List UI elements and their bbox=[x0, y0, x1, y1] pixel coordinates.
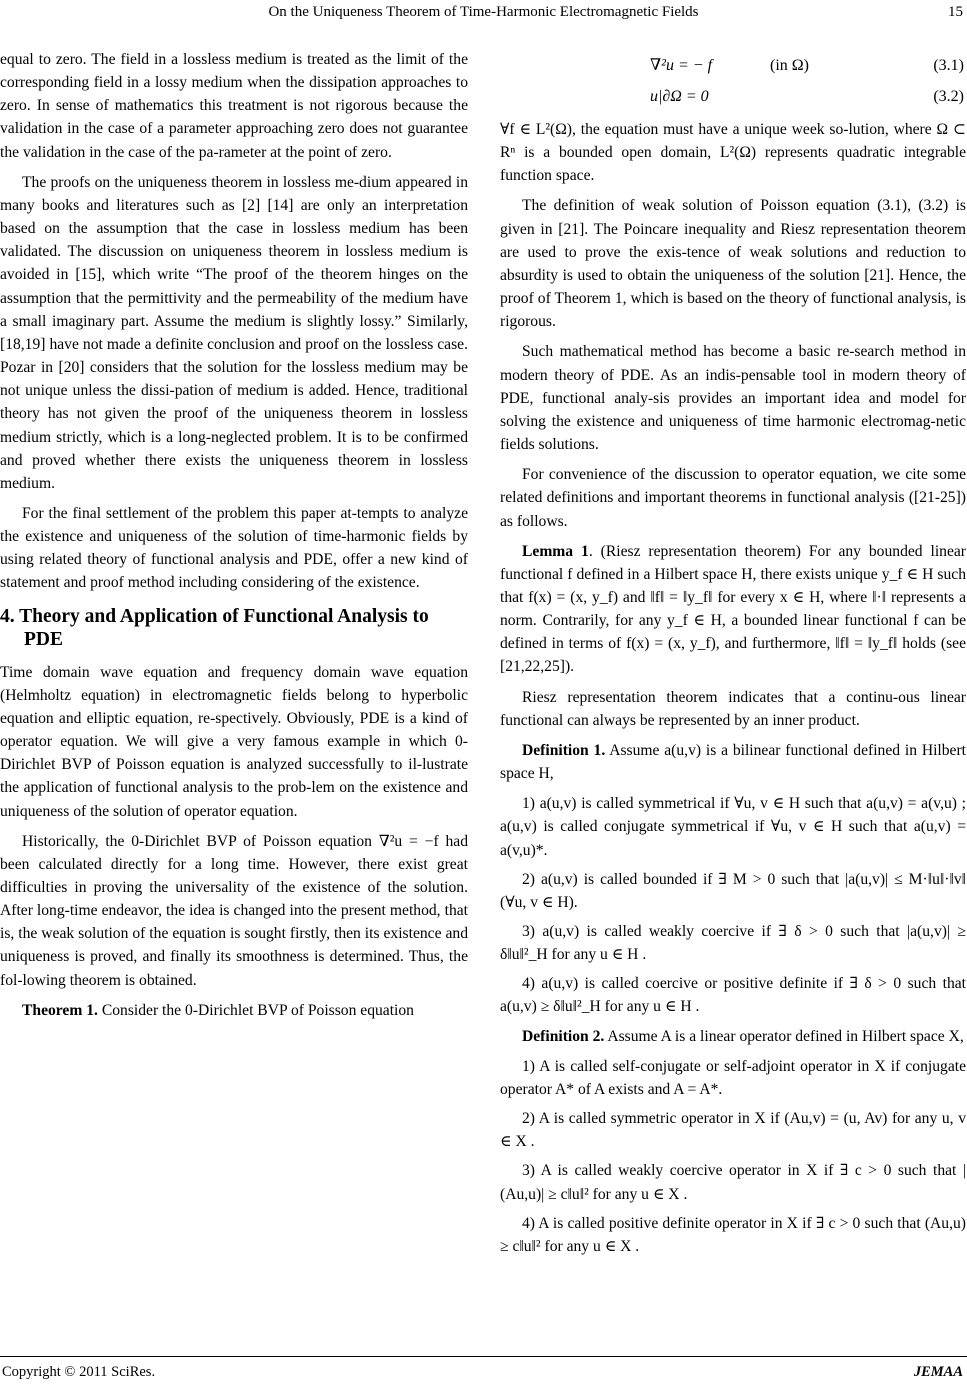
definition-item: 2) A is called symmetric operator in X if (Au,v) = (u, Av) for any u, v ∈ X . bbox=[500, 1110, 966, 1151]
definition-item: 2) a(u,v) is called bounded if ∃ M > 0 such that |a(u,v)| ≤ M·‖u‖·‖v‖ (∀u, v ∈ H). bbox=[500, 870, 966, 911]
definition-item: 3) a(u,v) is called weakly coercive if ∃ δ > 0 such that |a(u,v)| ≥ δ‖u‖²_H for any u ∈ H . bbox=[500, 923, 966, 964]
running-title: On the Uniqueness Theorem of Time-Harmonic Electromagnetic Fields bbox=[268, 4, 699, 20]
section-heading: 4. Theory and Application of Functional Analysis to PDE bbox=[0, 605, 429, 650]
equation-domain: (in Ω) bbox=[770, 57, 809, 74]
equation-number: (3.1) bbox=[933, 57, 964, 74]
lemma-label: Lemma 1 bbox=[522, 542, 589, 560]
page-number: 15 bbox=[948, 4, 963, 20]
journal-name: JEMAA bbox=[913, 1364, 963, 1380]
paragraph: Such mathematical method has become a basic re-search method in modern theory of PDE. As an indis-pensable tool in modern theory of PDE, functional analy-sis provides an important idea and model for solving the existence and uniqueness of time harmonic electromag-netic fields solutions. bbox=[500, 343, 966, 454]
definition-label: Definition 2. bbox=[522, 1027, 605, 1045]
definition-item: 1) a(u,v) is called symmetrical if ∀u, v ∈ H such that a(u,v) = a(v,u) ; a(u,v) is called conjugate symmetrical if ∀u, v ∈ H such that a(u,v) = a(v,u)*. bbox=[500, 795, 966, 859]
left-column bbox=[0, 48, 468, 1029]
running-header bbox=[0, 4, 967, 26]
paragraph: Time domain wave equation and frequency domain wave equation (Helmholtz equation) in electromagnetic fields belong to hyperbolic equation and elliptic equation, re-spectively. Obviously, PDE is a kind of operator equation. We will give a very famous example in which 0-Dirichlet BVP of Poisson equation is analyzed successfully to il-lustrate the application of functional analysis to the prob-lem on the existence and uniqueness of the solution of operator equation. bbox=[0, 663, 468, 820]
paragraph: For the final settlement of the problem this paper at-tempts to analyze the existence and uniqueness of the solution of time-harmonic fields by using related theory of functional analysis and PDE, offer a new kind of statement and proof method including considering of the existence. bbox=[0, 504, 468, 592]
definition-item: 4) a(u,v) is called coercive or positive definite if ∃ δ > 0 such that a(u,v) ≥ δ‖u‖²_H for any u ∈ H . bbox=[500, 975, 966, 1016]
definition-1 bbox=[500, 739, 966, 785]
paragraph: The definition of weak solution of Poisson equation (3.1), (3.2) is given in [21]. The Poincare inequality and Riesz representation theorem are used to prove the exis-tence of weak solutions and reduction to absurdity is used to obtain the uniqueness of the solution [21]. Hence, the proof of Theorem 1, which is based on the theory of functional analysis, is rigorous. bbox=[500, 197, 966, 331]
definition-label: Definition 1. bbox=[522, 741, 606, 759]
theorem-1 bbox=[0, 999, 468, 1022]
theorem-text: Consider the 0-Dirichlet BVP of Poisson equation bbox=[97, 1001, 414, 1019]
definition-item: 3) A is called weakly coercive operator in X if ∃ c > 0 such that |(Au,u)| ≥ c‖u‖² for any u ∈ X . bbox=[500, 1162, 966, 1203]
definition-item: 4) A is called positive definite operator in X if ∃ c > 0 such that (Au,u) ≥ c‖u‖² for any u ∈ X . bbox=[500, 1214, 966, 1255]
paragraph: The proofs on the uniqueness theorem in lossless me-dium appeared in many books and literatures such as [2] [14] are only an interpretation based on the assumption that the case in lossless medium has been validated. The discussion on uniqueness theorem in lossless medium is avoided in [15], which write “The proof of the theorem hinges on the assumption that the permittivity and the permeability of the medium have a small imaginary part. Assume the medium is slightly lossy.” Similarly, [18,19] have not made a definite conclusion and proof on the lossless case. Pozar in [20] considers that the solution for the lossless medium may be not unique unless the dissi-pation of medium is added. Hence, traditional theory has not given the proof of the uniqueness theorem in lossless medium strictly, which is a long-neglected problem. It is to be confirmed and proved whether there exists the uniqueness theorem in lossless medium. bbox=[0, 173, 468, 492]
equation-expression: ∇²u = − f bbox=[650, 57, 713, 74]
copyright-notice: Copyright © 2011 SciRes. bbox=[2, 1364, 156, 1380]
definition-2 bbox=[500, 1025, 966, 1048]
equation-3-2 bbox=[500, 81, 966, 112]
paragraph: Riesz representation theorem indicates that a continu-ous linear functional can always be represented by an inner product. bbox=[500, 688, 966, 729]
paragraph: Historically, the 0-Dirichlet BVP of Poisson equation ∇²u = −f had been calculated directly for a long time. However, there exist great difficulties in proving the universality of the existence of the solution. After long-time endeavor, the idea is changed into the present method, that is, the weak solution of the equation is sought firstly, then its existence and uniqueness is proved, and finally its smoothness is determined. Thus, the fol-lowing theorem is obtained. bbox=[0, 832, 468, 989]
equation-expression: u|∂Ω = 0 bbox=[650, 88, 709, 105]
right-column bbox=[500, 50, 966, 1264]
definition-text: Assume a(u,v) is a bilinear functional defined in Hilbert space H, bbox=[500, 741, 966, 783]
paragraph: For convenience of the discussion to operator equation, we cite some related definitions and important theorems in functional analysis ([21-25]) as follows. bbox=[500, 466, 966, 530]
theorem-label: Theorem 1. bbox=[22, 1001, 98, 1019]
footer-rule bbox=[0, 1356, 967, 1357]
lemma-1 bbox=[500, 540, 966, 679]
paragraph: ∀f ∈ L²(Ω), the equation must have a unique week so-lution, where Ω ⊂ Rⁿ is a bounded open domain, L²(Ω) represents quadratic integrable function space. bbox=[500, 121, 966, 185]
equation-3-1 bbox=[500, 50, 966, 81]
definition-text: Assume A is a linear operator defined in Hilbert space X, bbox=[604, 1027, 964, 1045]
definition-item: 1) A is called self-conjugate or self-adjoint operator in X if conjugate operator A* of A exists and A = A*. bbox=[500, 1057, 966, 1098]
paragraph: equal to zero. The field in a lossless medium is treated as the limit of the corresponding field in a lossy medium when the dissipation approaches to zero. In sense of mathematics this treatment is not rigorous because the validation in the case of a parameter approaching zero does not guarantee the validation in the case of the pa-rameter at the point of zero. bbox=[0, 51, 468, 161]
equation-number: (3.2) bbox=[933, 88, 964, 105]
lemma-text: . (Riesz representation theorem) For any bounded linear functional f defined in a Hilbert space H, there exists unique y_f ∈ H such that f(x) = (x, y_f) and ‖f‖ = ‖y_f‖ for every x ∈ H, where ‖·‖ represents a norm. Contrarily, for any y_f ∈ H, a bounded linear functional f can be defined in terms of f(x) = (x, y_f), and furthermore, ‖f‖ = ‖y_f‖ holds (see [21,22,25]). bbox=[500, 542, 967, 676]
